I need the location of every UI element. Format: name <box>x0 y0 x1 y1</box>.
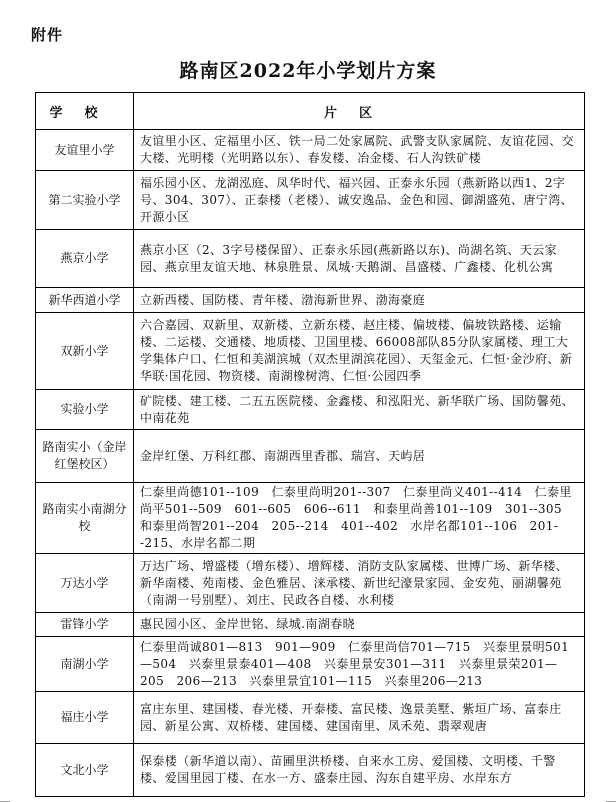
area-cell: 万达广场、增盛楼（增东楼）、增辉楼、消防支队家属楼、世博广场、新华楼、新华南楼、苑南楼、金色雅居、涞承楼、新世纪濠景家园、金安苑、丽湖馨苑（南湖一号别墅）、刘庄、民政各自楼、水利楼 <box>134 554 585 613</box>
school-cell: 福庄小学 <box>36 692 134 744</box>
table-header-row <box>36 93 585 130</box>
school-cell: 雷锋小学 <box>36 613 134 637</box>
area-cell: 仁泰里尚诚801—813 901—909 仁泰里尚信701—715 兴泰里景明501—504 兴泰里景泰401—408 兴泰里景安301—311 兴泰里景荣201—205 206—213 兴泰里景宜101—115 兴泰里206—213 <box>134 637 585 692</box>
page-corner-mark-left <box>0 791 10 802</box>
table-row <box>36 692 585 744</box>
school-cell: 文北小学 <box>36 744 134 797</box>
table-row <box>36 637 585 692</box>
school-cell: 万达小学 <box>36 554 134 613</box>
area-cell: 仁泰里尚德101--109 仁泰里尚明201--307 仁泰里尚义401--414 仁泰里尚平501--509 601--605 606--611 和泰里尚善101--109 301--305 和泰里尚智201--204 205--214 401--402 水岸名都101--106 201--215、水岸名都二期 <box>134 483 585 554</box>
area-cell: 福乐园小区、龙湖泓庭、凤华时代、福兴园、正泰永乐园（燕新路以西1、2字号、304、307）、正泰楼（老楼）、诚安逸品、金色和园、御湖盛苑、唐宁湾、开源小区 <box>134 171 585 230</box>
page-corner-mark-right <box>606 791 616 802</box>
table-row <box>36 744 585 797</box>
area-cell: 保泰楼（新华道以南）、苗圃里洪桥楼、自来水工房、爱国楼、文明楼、千警楼、爱国里园丁楼、在水一方、盛泰庄园、沟东自建平房、水岸东方 <box>134 744 585 797</box>
table-row <box>36 130 585 171</box>
header-area: 片区 <box>134 93 585 130</box>
school-cell: 路南实小（金岸红堡校区） <box>36 430 134 483</box>
area-cell: 立新西楼、国防楼、青年楼、渤海新世界、渤海豪庭 <box>134 288 585 313</box>
page-title: 路南区2022年小学划片方案 <box>179 60 437 82</box>
table-row <box>36 554 585 613</box>
attachment-label: 附件 <box>31 26 64 44</box>
area-cell: 六合嘉园、双新里、双新楼、立新东楼、赵庄楼、偏坡楼、偏坡铁路楼、运输楼、二运楼、交通楼、地质楼、卫国里楼、66008部队85分队家属楼、理工大学集体户口、仁恒和美湖滨城（双杰里湖滨花园）、天玺金元、仁恒·金沙府、新华联·国花园、物资楼、南湖橡树湾、仁恒·公园四季 <box>134 313 585 390</box>
table-row <box>36 171 585 230</box>
table-row <box>36 390 585 430</box>
table-row <box>36 288 585 313</box>
table-row <box>36 483 585 554</box>
school-cell: 南湖小学 <box>36 637 134 692</box>
area-cell: 友谊里小区、定福里小区、铁一局二处家属院、武警支队家属院、友谊花园、交大楼、光明楼（光明路以东）、春发楼、冶金楼、石人沟铁矿楼 <box>134 130 585 171</box>
header-school: 学校 <box>36 93 134 130</box>
district-table <box>35 92 585 797</box>
school-cell: 实验小学 <box>36 390 134 430</box>
area-cell: 燕京小区（2、3字号楼保留）、正泰永乐园(燕新路以东)、尚湖名筑、天云家园、燕京里友谊天地、林泉胜景、凤城·天鹅湖、昌盛楼、广鑫楼、化机公寓 <box>134 230 585 288</box>
area-cell: 矿院楼、建工楼、二五五医院楼、金鑫楼、和泓阳光、新华联广场、国防馨苑、中南花苑 <box>134 390 585 430</box>
table-row <box>36 613 585 637</box>
table-row <box>36 230 585 288</box>
table-row <box>36 313 585 390</box>
school-cell: 第二实验小学 <box>36 171 134 230</box>
school-cell: 路南实小南湖分校 <box>36 483 134 554</box>
area-cell: 金岸红堡、万科红郡、南湖西里香郡、瑞宫、天屿居 <box>134 430 585 483</box>
area-cell: 惠民园小区、金岸世铭、绿城.南湖春晓 <box>134 613 585 637</box>
table-row <box>36 430 585 483</box>
school-cell: 新华西道小学 <box>36 288 134 313</box>
school-cell: 友谊里小学 <box>36 130 134 171</box>
school-cell: 双新小学 <box>36 313 134 390</box>
area-cell: 富庄东里、建国楼、春光楼、开泰楼、富民楼、逸景美墅、紫垣广场、富泰庄园、新星公寓、双桥楼、建国楼、建国南里、凤禾苑、翡翠观唐 <box>134 692 585 744</box>
school-cell: 燕京小学 <box>36 230 134 288</box>
